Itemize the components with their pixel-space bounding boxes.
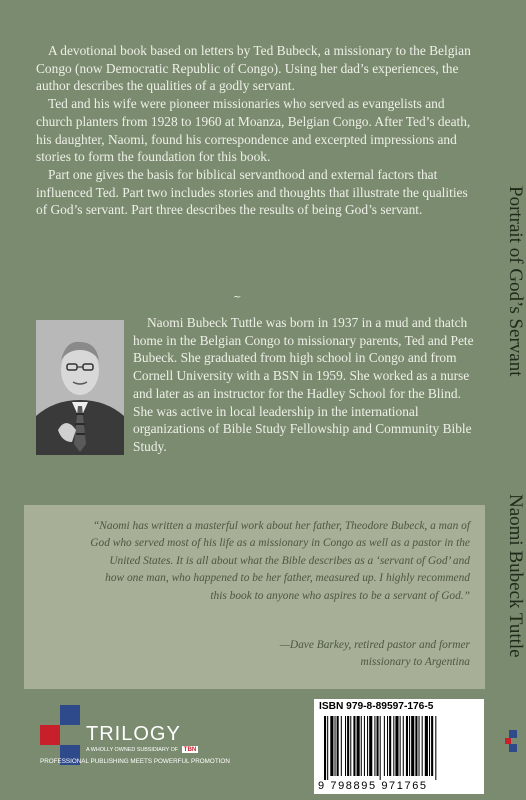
endorsement-quote: “Naomi has written a masterful work about her father, Theodore Bubeck, a man of God who served most of his life as a missionary in Congo as well as a pastor in the United States. It is all about what the Bible describes as a ‘servant of God’ and how one man, who happened to be her father, measured up. I highly recommend this book to anyone who aspires to be a servant of God.” [90, 520, 470, 602]
barcode-bar [369, 716, 372, 776]
barcode-bar [393, 716, 394, 776]
barcode-bar [425, 716, 428, 776]
barcode-bar [345, 716, 346, 776]
barcode-bar [350, 716, 351, 776]
barcode-bar [327, 716, 328, 780]
barcode-bar [324, 716, 326, 780]
spine-title [503, 0, 526, 440]
barcode-number: 9 798895 971765 [318, 780, 428, 792]
barcode-bar [337, 716, 339, 776]
spine-mark-blue-top [509, 730, 517, 738]
barcode-bar [364, 716, 365, 776]
barcode-bar [335, 716, 336, 776]
description-blurb [36, 42, 481, 219]
barcode-bar [384, 716, 385, 776]
barcode-bar [341, 716, 342, 776]
barcode-bar [400, 716, 401, 776]
isbn-label: ISBN 979-8-89597-176-5 [319, 701, 434, 712]
spine-title-text: Portrait of God’s Servant [505, 186, 526, 377]
barcode-bar [353, 716, 355, 776]
spine-mark-blue-bottom [509, 744, 517, 752]
spine-logo-mark [505, 730, 517, 760]
isbn-barcode [314, 699, 484, 794]
barcode-bar [389, 716, 391, 776]
publisher-tagline: PROFESSIONAL PUBLISHING MEETS POWERFUL PROMOTION [40, 758, 230, 765]
barcode-bar [380, 716, 381, 780]
section-divider: ~ [233, 292, 242, 303]
logo-square-blue-top [60, 705, 80, 725]
barcode-bar [357, 716, 360, 776]
publisher-subsidiary: A WHOLLY OWNED SUBSIDIARY OF [86, 747, 179, 753]
blurb-paragraph-1: A devotional book based on letters by Ted Bubeck, a missionary to the Belgian Congo (now Democratic Republic of Congo). Using her dad’s experiences, the author describes the qualities of a godly servant. [36, 43, 471, 94]
publisher-parent-logo: TBN [183, 746, 197, 753]
publisher-subsidiary-line [86, 746, 198, 753]
barcode-bar [374, 716, 375, 776]
barcode-bar [429, 716, 430, 776]
barcode-bar [422, 716, 423, 776]
barcode-bar [361, 716, 362, 776]
spine-author [503, 480, 526, 730]
barcode-bars [324, 716, 474, 780]
barcode-bar [406, 716, 408, 776]
barcode-bar [409, 716, 410, 776]
barcode-bar [435, 716, 436, 780]
barcode-bar [395, 716, 398, 776]
author-bio: Naomi Bubeck Tuttle was born in 1937 in a mud and thatch home in the Belgian Congo to missionary parents, Ted and Pete Bubeck. She graduated from high school in Congo and from Cornell University with a BSN in 1959. She worked as a nurse and later as an instructor for the Hadley School for the Blind. She was active in local leadership in the international organizations of Bible Study Fellowship and Community Bible Study. [133, 315, 474, 454]
barcode-bar [415, 716, 417, 776]
logo-square-red [40, 725, 60, 745]
blurb-paragraph-2: Ted and his wife were pioneer missionaries who served as evangelists and church planters from 1928 to 1960 at Moanza, Belgian Congo. After Ted’s death, his daughter, Naomi, found his correspondence and excerpted impressions and stories to form the foundation for this book. [36, 96, 471, 165]
endorsement-attribution: —Dave Barkey, retired pastor and former missionary to Argentina [279, 639, 470, 669]
spine-author-text: Naomi Bubeck Tuttle [505, 494, 526, 658]
publisher-logo [40, 705, 280, 775]
barcode-bar [403, 716, 404, 776]
barcode-bar [367, 716, 368, 776]
barcode-bar [330, 716, 333, 776]
barcode-bar [411, 716, 414, 776]
barcode-bar [387, 716, 388, 776]
author-photo [36, 320, 124, 455]
barcode-bar [347, 716, 349, 776]
barcode-bar [377, 716, 379, 776]
publisher-name: TRILOGY [86, 723, 181, 745]
blurb-paragraph-3: Part one gives the basis for biblical servanthood and external factors that influenced Ted. Part two includes stories and thoughts that illustrate the qualities of God’s servant. Part three describes the results of being God’s servant. [36, 166, 468, 218]
barcode-bar [431, 716, 433, 776]
barcode-bar [419, 716, 420, 776]
